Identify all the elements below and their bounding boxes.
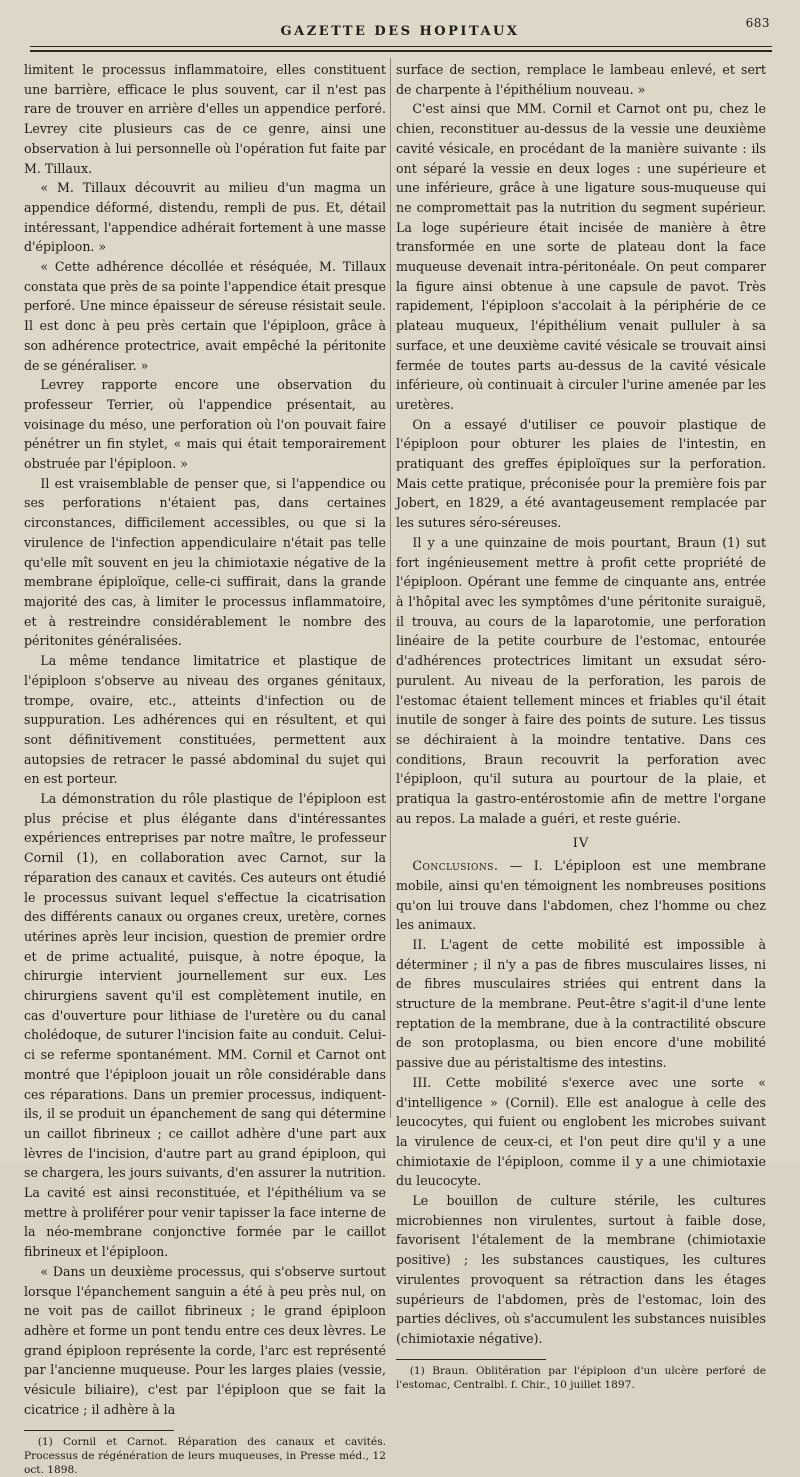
- right-column: [396, 60, 766, 1392]
- footnote-rule: [396, 1359, 546, 1360]
- paragraph: limitent le processus inflammatoire, elles constituent une barrière, efficace le plus souvent, car il n'est pas rare de trouver en arrière d'elles un appendice perforé. Levrey cite plusieurs cas de ce genre, ainsi une observation à lui personnelle où l'opération fut faite par M. Tillaux.: [24, 62, 386, 176]
- footnote: (1) Braun. Oblitération par l'épiploon d'un ulcère perforé de l'estomac, Centralbl. f. Chir., 10 juillet 1897.: [396, 1364, 766, 1391]
- paragraph: « Dans un deuxième processus, qui s'observe surtout lorsque l'épanchement sanguin a été à peu près nul, on ne voit pas de caillot fibrineux ; le grand épiploon adhère et forme un pont tendu entre ces deux lèvres. Le grand épiploon représente la corde, l'arc est représenté par l'ancienne muqueuse. Pour les larges plaies (vessie, vésicule biliaire), c'est par l'épiploon que se fait la cicatrice ; il adhère à la: [24, 1263, 386, 1417]
- paragraph: II. L'agent de cette mobilité est impossible à déterminer ; il n'y a pas de fibres musculaires lisses, ni de fibres musculaires striées qui entrent dans la structure de la membrane. Peut-être s'agit-il d'une lente reptation de la membrane, due à la contractilité obscure de son protoplasma, ou bien encore d'une mobilité passive due au péristaltisme des intestins.: [396, 936, 766, 1071]
- footnote-rule: [24, 1430, 174, 1431]
- header-rule: [30, 46, 772, 47]
- conclusions-paragraph: [396, 856, 766, 935]
- left-column: [24, 60, 386, 1477]
- paragraph: Il est vraisemblable de penser que, si l'appendice ou ses perforations n'étaient pas, dans certaines circonstances, difficilement accessibles, ou que si la virulence de l'infection appendiculaire n'était pas telle qu'elle mît souvent en jeu la chimiotaxie négative de la membrane épiploïque, celle-ci suffirait, dans la grande majorité des cas, à limiter le processus inflammatoire, et à restreindre considérablement le nombre des péritonites généralisées.: [24, 475, 386, 649]
- paragraph: « Cette adhérence décollée et réséquée, M. Tillaux constata que près de sa pointe l'appendice était presque perforé. Une mince épaisseur de séreuse résistait seule. Il est donc à peu près certain que l'épiploon, grâce à son adhérence protectrice, avait empêché la péritonite de se généraliser. »: [24, 259, 386, 373]
- conclusions-label: Conclusions.: [412, 858, 499, 874]
- footnote: (1) Cornil et Carnot. Réparation des canaux et cavités. Processus de régénération de leurs muqueuses, in Presse méd., 12 oct. 1898.: [24, 1435, 386, 1476]
- section-heading: IV: [572, 836, 590, 852]
- paragraph: III. Cette mobilité s'exerce avec une sorte « d'intelligence » (Cornil). Elle est analogue à celle des leucocytes, qui fuient ou englobent les microbes suivant la virulence de ceux-ci, et l'on peut dire qu'il y a une chimiotaxie de l'épiploon, comme il y a une chimiotaxie du leucocyte.: [396, 1074, 766, 1189]
- paragraph: Le bouillon de culture stérile, les cultures microbiennes non virulentes, surtout à faible dose, favorisent l'étalement de la membrane (chimiotaxie positive) ; les substances caustiques, les cultures virulentes provoquent sa rétraction dans les étages supérieurs de l'abdomen, près de l'estomac, loin des parties déclives, où s'accumulent les substances nuisibles (chimiotaxie négative).: [396, 1193, 766, 1346]
- paragraph: surface de section, remplace le lambeau enlevé, et sert de charpente à l'épithélium nouveau. »: [396, 62, 766, 97]
- page-number: 683: [745, 16, 770, 30]
- conclusions-text: — I. L'épiploon est une membrane mobile, ainsi qu'en témoignent les nombreuses positions qu'on lui trouve dans l'abdomen, chez l'homme ou chez les animaux.: [396, 858, 766, 933]
- paragraph: La démonstration du rôle plastique de l'épiploon est plus précise et plus élégante dans d'intéressantes expériences entreprises par notre maître, le professeur Cornil (1), en collaboration avec Carnot, sur la réparation des canaux et cavités. Ces auteurs ont étudié le processus suivant lequel s'effectue la cicatrisation des différents canaux ou organes creux, uretère, cornes utérines après leur incision, question de premier ordre et de prime actualité, puisque, à notre époque, la chirurgie intervient journellement sur eux. Les chirurgiens savent qu'il est complètement inutile, en cas d'ouverture pour lithiase de l'uretère ou du canal cholédoque, de suturer l'incision faite au conduit. Celui-ci se referme spontanément. MM. Cornil et Carnot ont montré que l'épiploon jouait un rôle considérable dans ces réparations. Dans un premier processus, indiquent-ils, il se produit un épanchement de sang qui détermine un caillot fibrineux ; ce caillot adhère d'une part aux lèvres de l'incision, d'autre part au grand épiploon, qui se chargera, les jours suivants, d'en assurer la nutrition. La cavité est ainsi reconstituée, et l'épithélium va se mettre à proliférer pour venir tapisser la face interne de la néo-membrane conjonctive formée par le caillot fibrineux et l'épiploon.: [24, 791, 386, 1260]
- journal-title: GAZETTE DES HOPITAUX: [280, 24, 520, 39]
- paragraph: Il y a une quinzaine de mois pourtant, Braun (1) sut fort ingénieusement mettre à profit cette propriété de l'épiploon. Opérant une femme de cinquante ans, entrée à l'hôpital avec les symptômes d'une péritonite suraiguë, il trouva, au cours de la laparotomie, une perforation linéaire de la petite courbure de l'estomac, entourée d'adhérences protectrices limitant un exsudat séro-purulent. Au niveau de la perforation, les parois de l'estomac étaient tellement minces et friables qu'il était inutile de songer à faire des points de suture. Les tissus se déchiraient à la moindre tentative. Dans ces conditions, Braun recouvrit la perforation avec l'épiploon, qu'il sutura au pourtour de la plaie, et pratiqua la gastro-entérostomie afin de mettre l'organe au repos. La malade a guéri, et reste guérie.: [396, 534, 766, 826]
- column-divider: [390, 58, 391, 1118]
- paragraph: Levrey rapporte encore une observation du professeur Terrier, où l'appendice présentait, au voisinage du méso, une perforation où l'on pouvait faire pénétrer un fin stylet, « mais qui était temporairement obstruée par l'épiploon. »: [24, 377, 386, 472]
- paragraph: C'est ainsi que MM. Cornil et Carnot ont pu, chez le chien, reconstituer au-dessus de la vessie une deuxième cavité vésicale, en procédant de la manière suivante : ils ont séparé la vessie en deux loges : une supérieure et une inférieure, grâce à une ligature sous-muqueuse qui ne compromettait pas la nutrition du segment supérieur. La loge supérieure était incisée de manière à être transformée en une sorte de plateau dont la face muqueuse devenait intra-péritonéale. On peut comparer la figure ainsi obtenue à une capsule de pavot. Très rapidement, l'épiploon s'accolait à la périphérie de ce plateau muqueux, l'épithélium venait pulluler à sa surface, et une deuxième cavité vésicale se trouvait ainsi fermée de toutes parts au-dessus de la cavité vésicale inférieure, où continuait à circuler l'urine amenée par les uretères.: [396, 101, 766, 412]
- header-rule-thick: [30, 50, 772, 52]
- paragraph: « M. Tillaux découvrit au milieu d'un magma un appendice déformé, distendu, rempli de pus. Et, détail intéressant, l'appendice adhérait fortement à une masse d'épiploon. »: [24, 180, 386, 255]
- paragraph: La même tendance limitatrice et plastique de l'épiploon s'observe au niveau des organes génitaux, trompe, ovaire, etc., atteints d'infection ou de suppuration. Les adhérences qui en résultent, et qui sont définitivement constituées, permettent aux autopsies de retracer le passé abdominal du sujet qui en est porteur.: [24, 653, 386, 787]
- paragraph: On a essayé d'utiliser ce pouvoir plastique de l'épiploon pour obturer les plaies de l'intestin, en pratiquant des greffes épiploïques sur la perforation. Mais cette pratique, préconisée pour la première fois par Jobert, en 1829, a été avantageusement remplacée par les sutures séro-séreuses.: [396, 416, 766, 531]
